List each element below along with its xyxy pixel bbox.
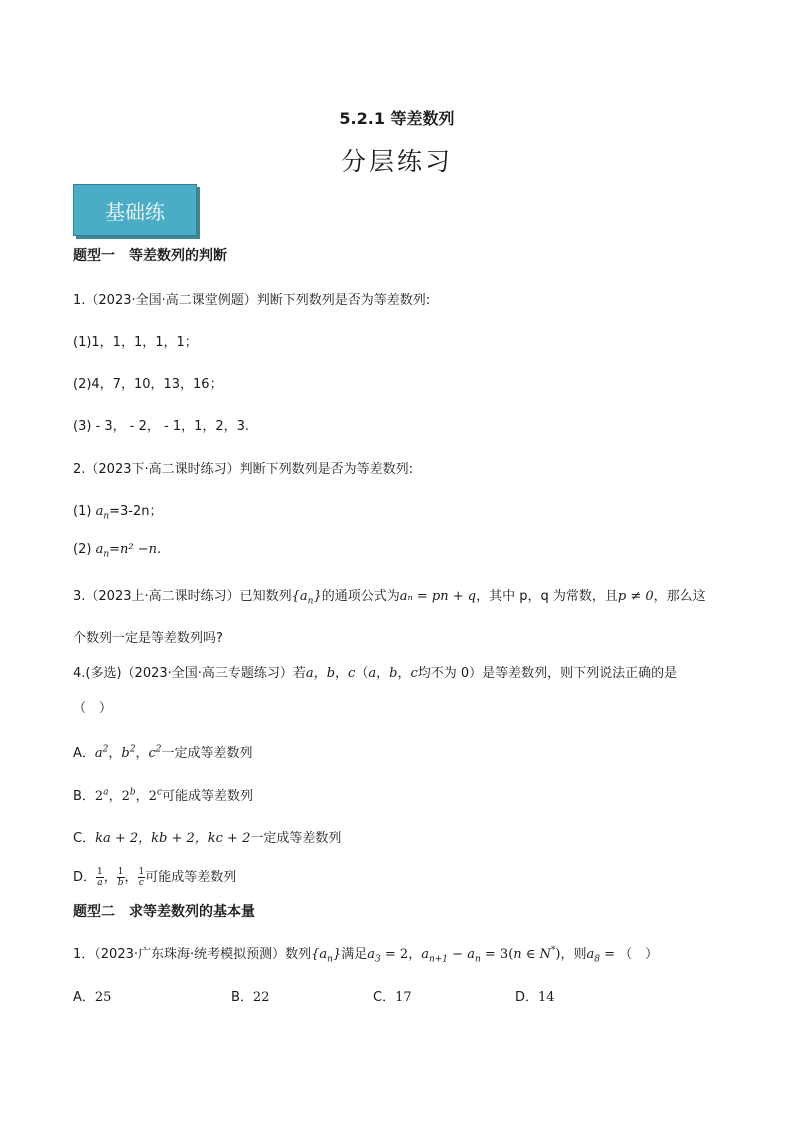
document-title: 5.2.1 等差数列 <box>339 109 455 128</box>
question-4-option-c: C．ka + 2，kb + 2，kc + 2一定成等差数列 <box>73 831 342 846</box>
question-4-option-b: B．2$^a$，2$^b$，2$^c$可能成等差数列 <box>73 787 253 804</box>
section-label: 基础练 <box>105 199 165 224</box>
question-4-option-a: A．$a^2$，$b^2$，$c^2$一定成等差数列 <box>73 744 253 761</box>
question-3-line-2: 个数列一定是等差数列吗? <box>73 631 223 646</box>
question-4-option-d: D． $\frac{1}{a}$ ， $\frac{1}{b}$ ， $\frac{1}{c}$ 可能成等差数列 <box>73 867 237 888</box>
question-4-line-1: 4.(多选)（2023·全国·高三专题练习）若a，b，c（a，b，c均不为 0）是等差数列，则下列说法正确的是 <box>73 666 678 681</box>
question-2-item-1: (1) $a_n=3-2n$； <box>73 504 163 522</box>
part1-heading: 题型一 等差数列的判断 <box>73 248 227 264</box>
question-4-line-2: （ ） <box>73 701 113 716</box>
part2-heading: 题型二 求等差数列的基本量 <box>73 904 255 920</box>
question-2-stem: 2.（2023下·高二课时练习）判断下列数列是否为等差数列: <box>73 462 413 477</box>
part2-question-1-option-b: B．22 <box>231 990 270 1005</box>
part2-question-1-stem: 1．（2023·广东珠海·统考模拟预测）数列$\{a_n\}$满足$a_3 = 2$，$a_{n+1} - a_n = 3(n$ ∈ N*)，则$a_8$ = （ ） <box>73 945 659 965</box>
question-2-item-2: (2) $a_n=n^2 -n$. <box>73 542 162 560</box>
question-1-item-1: (1)1，1，1，1，1； <box>73 335 198 350</box>
part2-question-1-option-c: C．17 <box>373 990 412 1005</box>
section-label-box <box>73 184 197 236</box>
document-subtitle: 分层练习 <box>340 147 453 176</box>
part2-question-1-option-a: A．25 <box>73 990 112 1005</box>
part2-question-1-option-d: D．14 <box>515 990 555 1005</box>
question-1-item-2: (2)4，7，10，13，16； <box>73 377 223 392</box>
question-3-line-1: 3.（2023上·高二课时练习）已知数列$\{a_n\}$的通项公式为aₙ = pn + q，其中 p，q 为常数，且p ≠ 0，那么这 <box>73 589 706 607</box>
question-1-item-3: (3) - 3， - 2， - 1，1，2，3. <box>73 419 250 434</box>
question-1-stem: 1.（2023·全国·高二课堂例题）判断下列数列是否为等差数列: <box>73 293 431 308</box>
